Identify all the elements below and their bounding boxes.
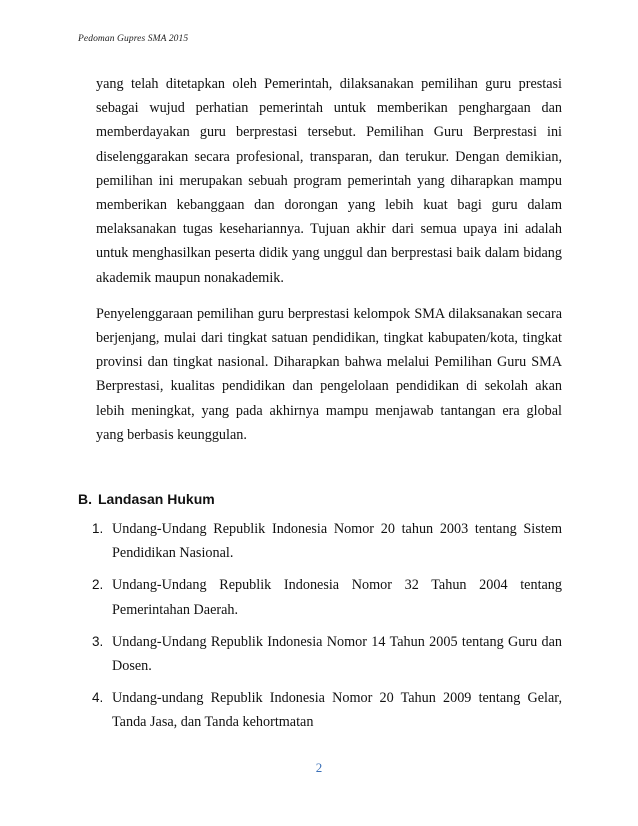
paragraph: Penyelenggaraan pemilihan guru berprestasi kelompok SMA dilaksanakan secara berjenjang, mulai dari tingkat satuan pendidikan, tingkat kabupaten/kota, tingkat provinsi dan tingkat nasional. Diharapkan bahwa melalui Pemilihan Guru SMA Berprestasi, kualitas pendidikan dan pengelolaan pendidikan di sekolah akan lebih meningkat, yang pada akhirnya mampu menjawab tantangan era global yang berbasis keunggulan. bbox=[96, 305, 562, 443]
section-title: Landasan Hukum bbox=[98, 491, 215, 507]
section-letter: B. bbox=[78, 491, 92, 507]
page-header: Pedoman Gupres SMA 2015 bbox=[78, 34, 189, 44]
list-text: Undang-Undang Republik Indonesia Nomor 32 Tahun 2004 tentang Pemerintahan Daerah. bbox=[112, 577, 562, 618]
section-heading bbox=[78, 491, 562, 507]
list-item bbox=[92, 686, 562, 734]
list-number: 2. bbox=[92, 577, 104, 593]
list-item bbox=[92, 517, 562, 565]
list-item bbox=[92, 573, 562, 621]
list-number: 1. bbox=[92, 521, 104, 536]
legal-basis-list bbox=[78, 517, 562, 735]
list-item bbox=[92, 630, 562, 678]
list-number: 4. bbox=[92, 690, 104, 706]
paragraph: yang telah ditetapkan oleh Pemerintah, dilaksanakan pemilihan guru prestasi sebagai wujud perhatian pemerintah untuk memberikan penghargaan dan memberdayakan guru berprestasi tersebut. Pemilihan Guru Berprestasi ini diselenggarakan secara profesional, transparan, dan terukur. Dengan demikian, pemilihan ini merupakan sebuah program pemerintah yang diharapkan mampu memberikan kebanggaan dan dorongan yang lebih kuat bagi guru dalam melaksanakan tugas kesehariannya. Tujuan akhir dari semua upaya ini adalah untuk menghasilkan peserta didik yang unggul dan berprestasi baik dalam bidang akademik maupun nonakademik. bbox=[96, 76, 562, 286]
list-text: Undang-Undang Republik Indonesia Nomor 14 Tahun 2005 tentang Guru dan Dosen. bbox=[112, 633, 562, 675]
list-text: Undang-undang Republik Indonesia Nomor 20 Tahun 2009 tentang Gelar, Tanda Jasa, dan Tanda kehortmatan bbox=[112, 690, 562, 731]
section-landasan-hukum bbox=[78, 491, 562, 743]
list-number: 3. bbox=[92, 633, 104, 649]
body-text bbox=[96, 72, 562, 459]
list-text: Undang-Undang Republik Indonesia Nomor 20 tahun 2003 tentang Sistem Pendidikan Nasional. bbox=[112, 521, 562, 562]
page-number: 2 bbox=[315, 760, 323, 775]
